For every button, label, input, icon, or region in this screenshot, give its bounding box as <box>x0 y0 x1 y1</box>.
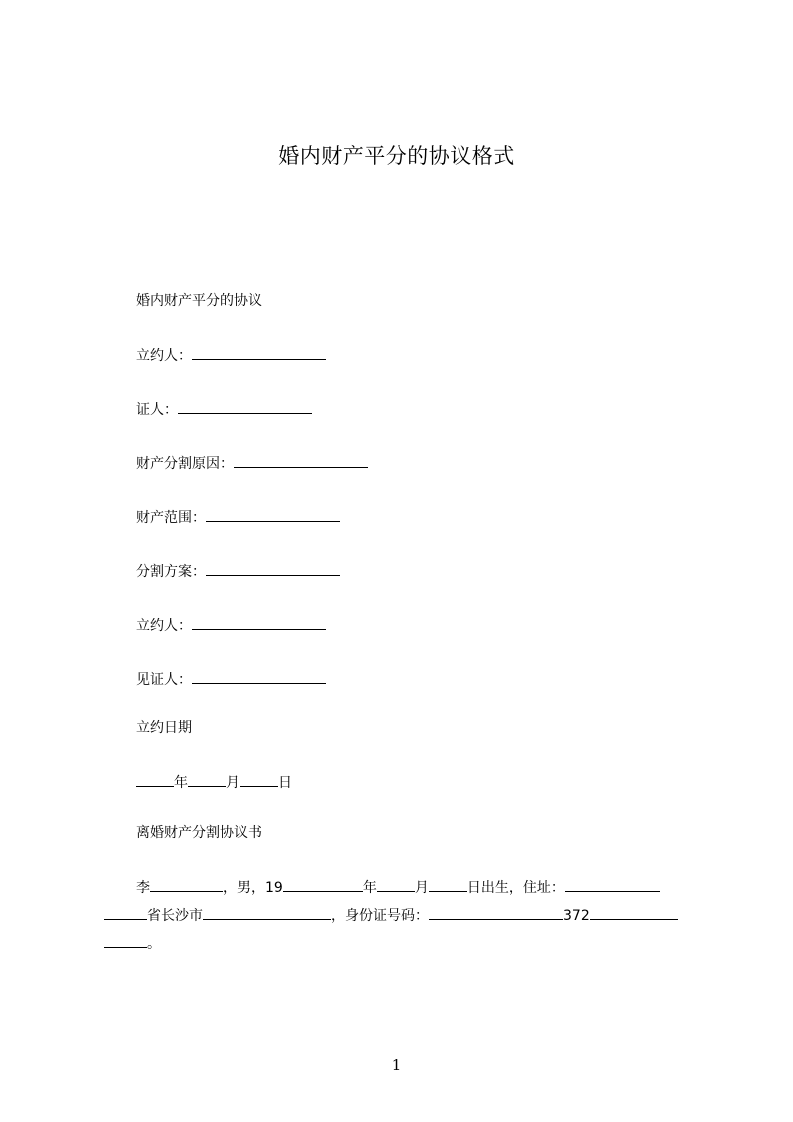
year-label: 年 <box>174 775 188 791</box>
surname-text: 李 <box>136 880 150 896</box>
fill-in-blank[interactable] <box>234 453 368 468</box>
field-label: 立约人： <box>136 348 192 364</box>
address-blank-continued[interactable] <box>104 905 147 920</box>
date-heading: 立约日期 <box>136 720 192 736</box>
id-number-blank-continued[interactable] <box>104 933 147 948</box>
year-text: 年 <box>362 880 377 896</box>
name-blank[interactable] <box>150 877 223 892</box>
field-party <box>136 345 326 366</box>
birth-suffix-text: 日出生，住址： <box>466 880 565 896</box>
date-line <box>136 772 292 793</box>
field-label: 财产分割原因： <box>136 456 234 472</box>
province-text: 省长沙市 <box>147 908 203 924</box>
end-punctuation: 。 <box>147 936 161 952</box>
paragraph-line <box>104 902 702 930</box>
field-label: 证人： <box>136 402 178 418</box>
paragraph-line <box>104 930 702 958</box>
id-prefix-text: 372 <box>563 908 590 924</box>
birth-month-blank[interactable] <box>377 877 415 892</box>
id-number-blank[interactable] <box>429 905 563 920</box>
address-blank[interactable] <box>565 877 660 892</box>
month-text: 月 <box>414 880 429 896</box>
party-paragraph <box>104 874 702 958</box>
month-label: 月 <box>226 775 240 791</box>
gender-text: ，男，19 <box>223 880 283 896</box>
id-label-text: ，身份证号码： <box>331 908 429 924</box>
section-heading: 离婚财产分割协议书 <box>136 825 262 841</box>
fill-in-blank[interactable] <box>192 615 326 630</box>
fill-in-blank[interactable] <box>178 399 312 414</box>
fill-in-blank[interactable] <box>192 669 326 684</box>
fill-in-blank[interactable] <box>206 507 340 522</box>
field-party-2 <box>136 615 326 636</box>
id-number-blank-2[interactable] <box>590 905 678 920</box>
birth-year-blank[interactable] <box>283 877 363 892</box>
birth-day-blank[interactable] <box>429 877 467 892</box>
field-attesting-witness <box>136 669 326 690</box>
field-label: 立约人： <box>136 618 192 634</box>
field-label: 财产范围： <box>136 510 206 526</box>
fill-in-blank[interactable] <box>192 345 326 360</box>
month-blank[interactable] <box>188 772 226 787</box>
field-label: 分割方案： <box>136 564 206 580</box>
district-blank[interactable] <box>203 905 331 920</box>
paragraph-line <box>104 874 702 902</box>
fill-in-blank[interactable] <box>206 561 340 576</box>
page-number: 1 <box>391 1056 402 1074</box>
agreement-subtitle: 婚内财产平分的协议 <box>136 293 262 309</box>
year-blank[interactable] <box>136 772 174 787</box>
field-property-scope <box>136 507 340 528</box>
field-label: 见证人： <box>136 672 192 688</box>
document-title: 婚内财产平分的协议格式 <box>278 144 515 168</box>
field-witness <box>136 399 312 420</box>
field-division-plan <box>136 561 340 582</box>
day-label: 日 <box>278 775 292 791</box>
day-blank[interactable] <box>240 772 278 787</box>
field-division-reason <box>136 453 368 474</box>
